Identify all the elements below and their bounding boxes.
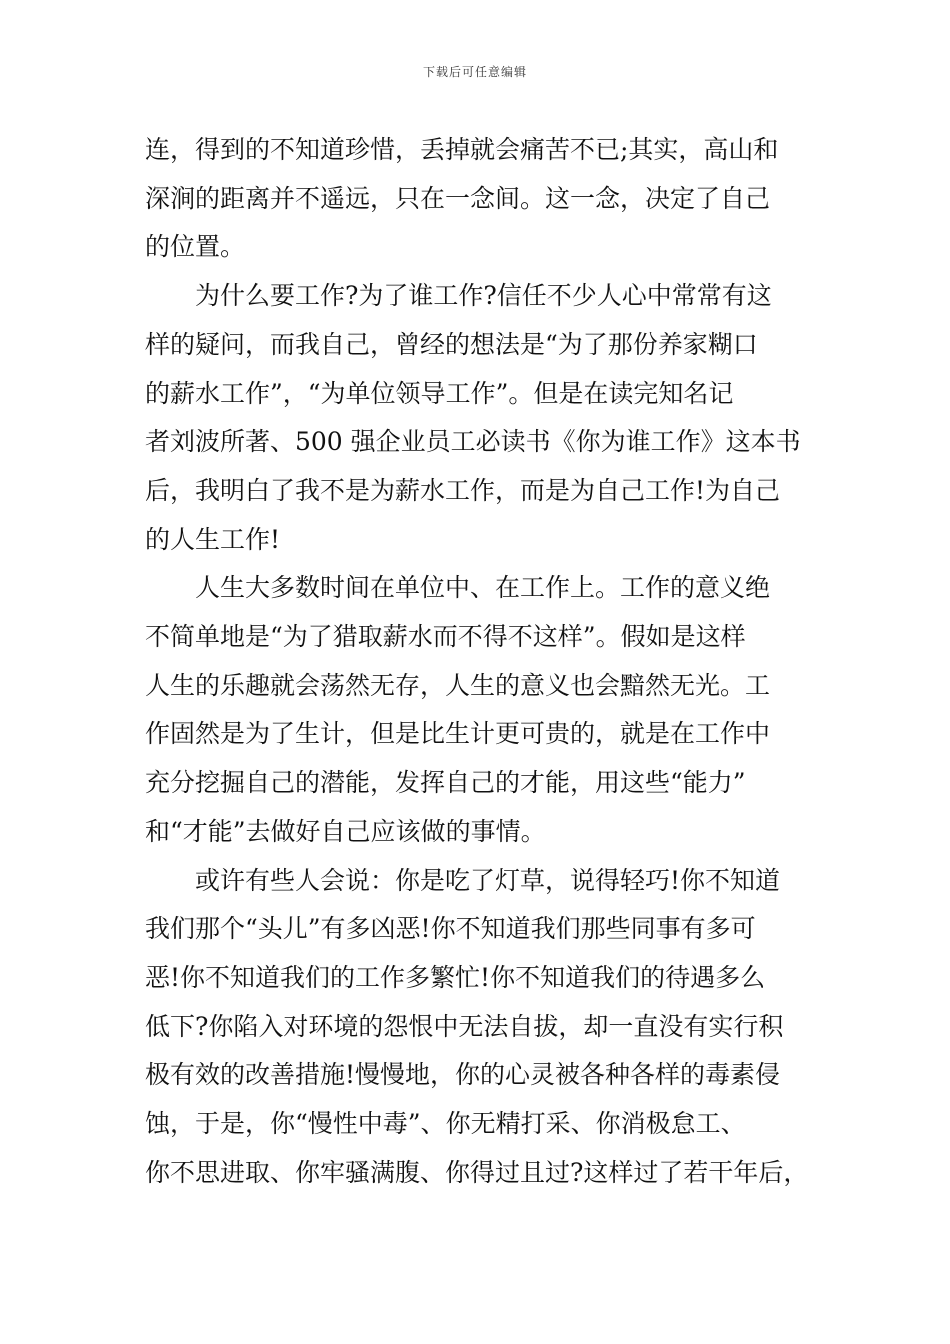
text-line: 恶!你不知道我们的工作多繁忙!你不知道我们的待遇多么 bbox=[145, 962, 766, 992]
text-line: 不简单地是“为了猎取薪水而不得不这样”。假如是这样 bbox=[145, 622, 746, 652]
text-line: 人生大多数时间在单位中、在工作上。工作的意义绝 bbox=[195, 573, 771, 603]
paragraph-4 bbox=[145, 857, 810, 1198]
text-line: 深涧的距离并不遥远，只在一念间。这一念，决定了自己 bbox=[145, 183, 771, 213]
text-line: 后，我明白了我不是为薪水工作，而是为自己工作!为自己 bbox=[145, 475, 781, 505]
text-line: 的薪水工作”，“为单位领导工作”。但是在读完知名记 bbox=[145, 378, 734, 408]
text-line: 人生的乐趣就会荡然无存，人生的意义也会黯然无光。工 bbox=[145, 670, 771, 700]
page-header: 下载后可任意编辑 bbox=[422, 65, 527, 79]
text-line: 的位置。 bbox=[145, 232, 246, 262]
text-line: 极有效的改善措施!慢慢地，你的心灵被各种各样的毒素侵 bbox=[145, 1060, 781, 1090]
text-line: 的人生工作! bbox=[145, 524, 281, 554]
document-body bbox=[145, 126, 810, 1197]
text-line: 者刘波所著、500 强企业员工必读书《你为谁工作》这本书 bbox=[145, 427, 801, 457]
text-line: 作固然是为了生计，但是比生计更可贵的，就是在工作中 bbox=[145, 719, 771, 749]
text-line: 你不思进取、你牢骚满腹、你得过且过?这样过了若干年后， bbox=[145, 1157, 809, 1187]
text-line: 连，得到的不知道珍惜，丢掉就会痛苦不已;其实，高山和 bbox=[145, 135, 779, 164]
paragraph-3 bbox=[145, 564, 810, 856]
text-line: 我们那个“头儿”有多凶恶!你不知道我们那些同事有多可 bbox=[145, 914, 756, 944]
text-line: 为什么要工作?为了谁工作?信任不少人心中常常有这 bbox=[195, 281, 772, 311]
paragraph-2 bbox=[145, 272, 810, 564]
text-line: 低下?你陷入对环境的怨恨中无法自拔，却一直没有实行积 bbox=[145, 1011, 784, 1041]
text-line: 和“才能”去做好自己应该做的事情。 bbox=[145, 816, 546, 846]
text-line: 样的疑问，而我自己，曾经的想法是“为了那份养家糊口 bbox=[145, 329, 758, 359]
text-line: 充分挖掘自己的潜能，发挥自己的才能，用这些“能力” bbox=[145, 768, 746, 798]
text-line: 或许有些人会说：你是吃了灯草，说得轻巧!你不知道 bbox=[195, 865, 781, 895]
paragraph-1 bbox=[145, 126, 810, 272]
text-line: 蚀，于是，你“慢性中毒”、你无精打采、你消极怠工、 bbox=[145, 1109, 746, 1139]
